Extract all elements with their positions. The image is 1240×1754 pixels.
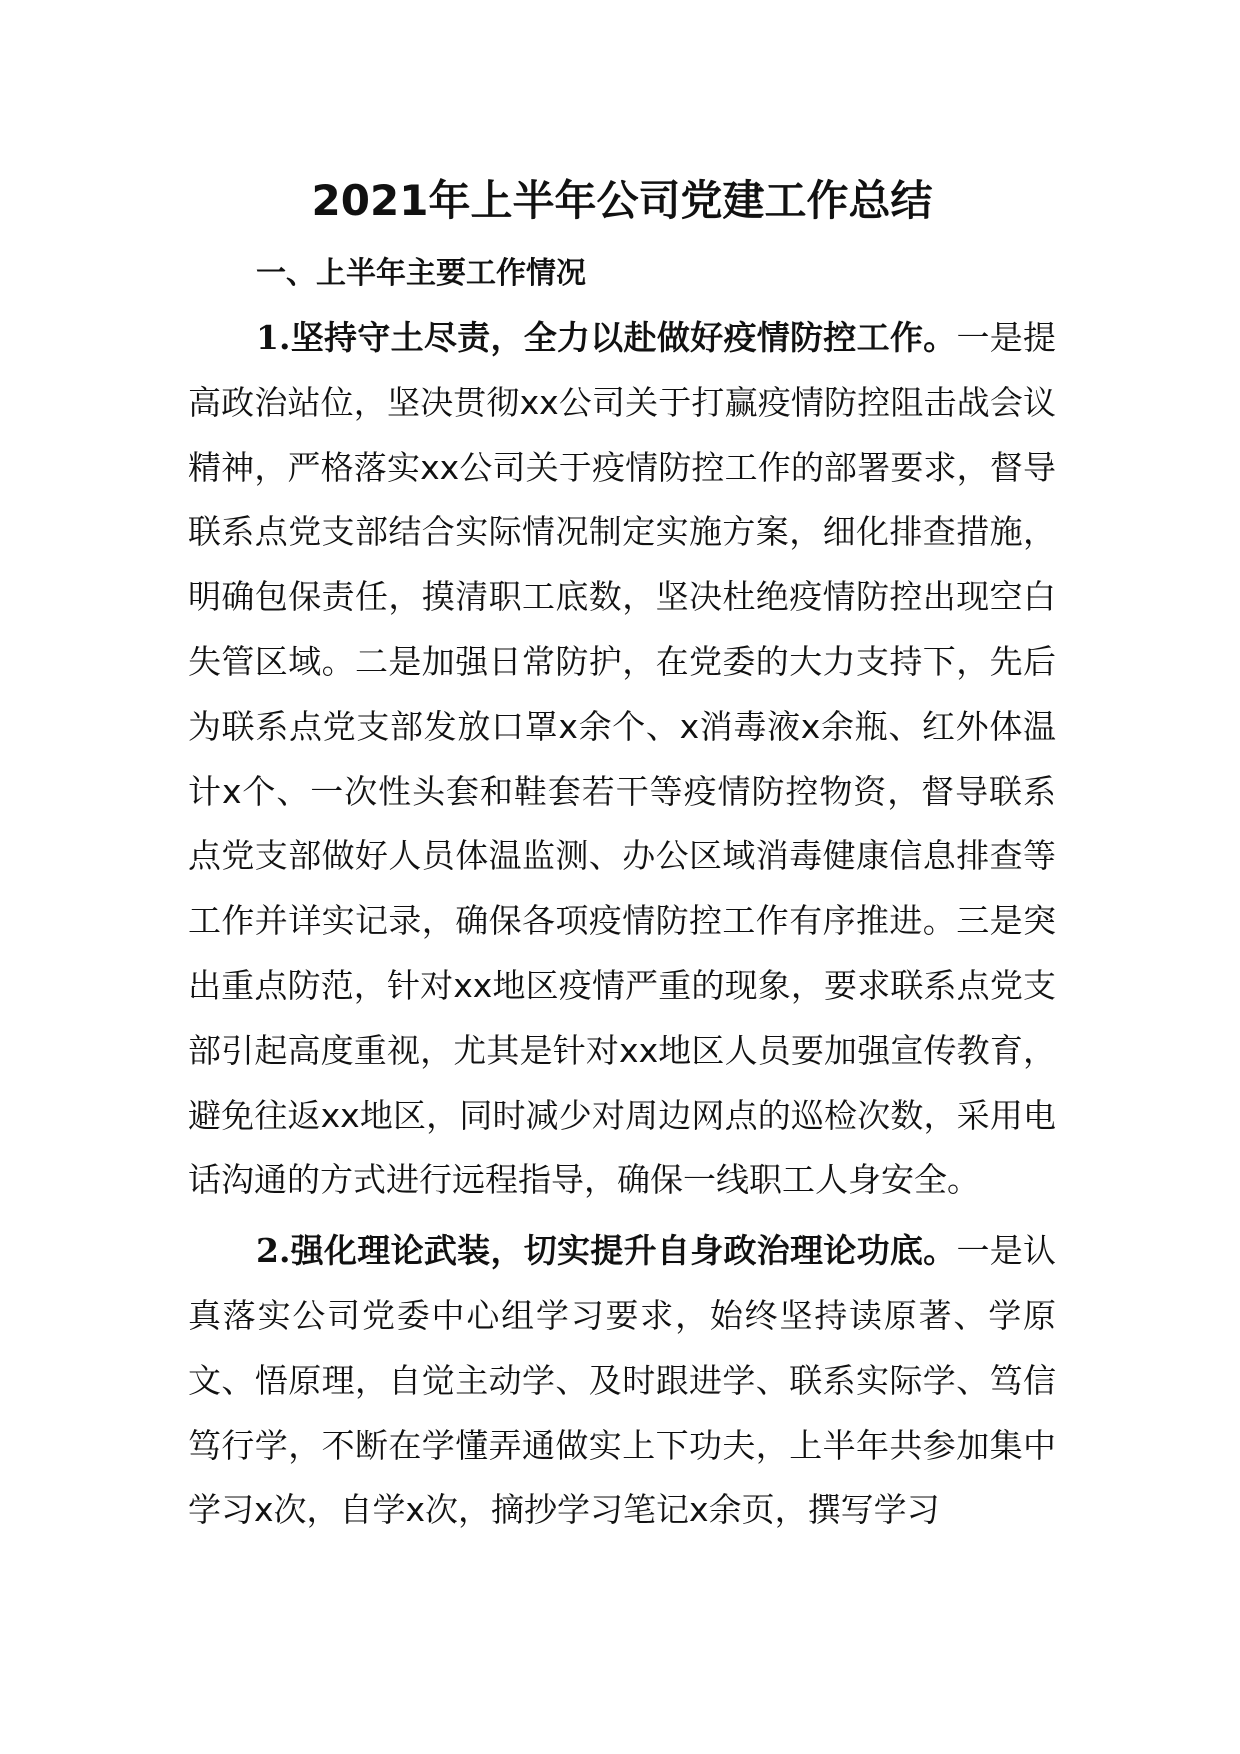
document-title: 2021年上半年公司党建工作总结 [311, 176, 933, 225]
item-number: 2. [256, 1231, 291, 1271]
item-number: 1. [256, 318, 291, 357]
section-heading: 一、上半年主要工作情况 [256, 256, 586, 291]
item-lead-sentence: 强化理论武装，切实提升自身政治理论功底。 [290, 1231, 957, 1271]
document-body [188, 160, 1056, 1543]
paragraph-item-1 [188, 306, 1056, 1213]
item-body-text: 一是提高政治站位，坚决贯彻xx公司关于打赢疫情防控阻击战会议精神，严格落实xx公司关于疫情防控工作的部署要求，督导联系点党支部结合实际情况制定实施方案，细化排查措施，明确包保责任，摸清职工底数，坚决杜绝疫情防控出现空白失管区域。二是加强日常防护，在党委的大力支持下，先后为联系点党支部发放口罩x余个、x消毒液x余瓶、红外体温计x个、一次性头套和鞋套若干等疫情防控物资，督导联系点党支部做好人员体温监测、办公区域消毒健康信息排查等工作并详实记录，确保各项疫情防控工作有序推进。三是突出重点防范，针对xx地区疫情严重的现象，要求联系点党支部引起高度重视，尤其是针对xx地区人员要加强宣传教育，避免往返xx地区，同时减少对周边网点的巡检次数，采用电话沟通的方式进行远程指导，确保一线职工人身安全。 [188, 318, 1057, 1200]
item-lead-sentence: 坚持守土尽责，全力以赴做好疫情防控工作。 [290, 318, 957, 357]
paragraph-item-2 [188, 1219, 1056, 1543]
item-body-text: 一是认真落实公司党委中心组学习要求，始终坚持读原著、学原文、悟原理，自觉主动学、及时跟进学、联系实际学、笃信笃行学，不断在学懂弄通做实上下功夫，上半年共参加集中学习x次，自学x次，摘抄学习笔记x余页，撰写学习 [188, 1231, 1057, 1530]
